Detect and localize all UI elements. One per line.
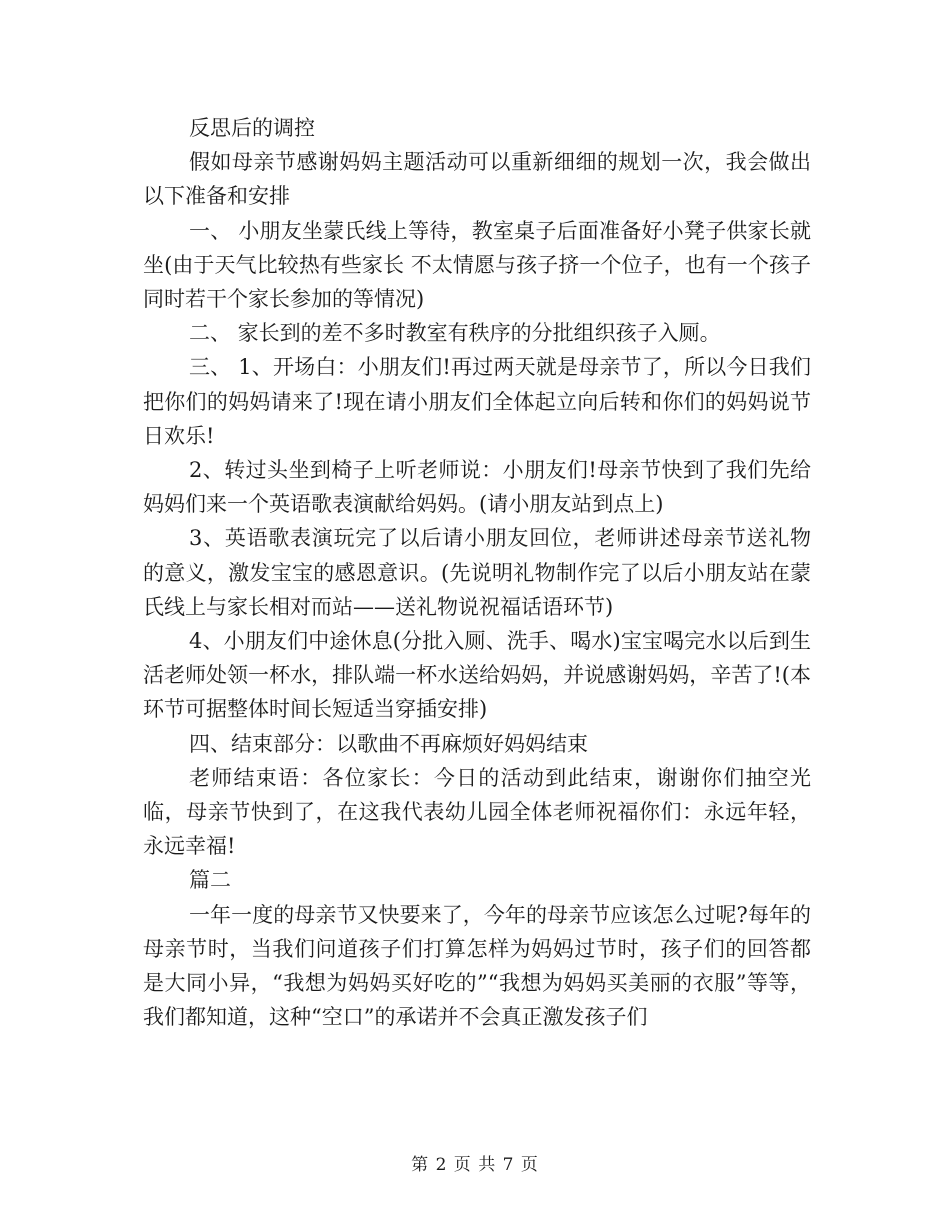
- paragraph-step-2: 二、 家长到的差不多时教室有秩序的分批组织孩子入厕。: [189, 321, 721, 346]
- paragraph-step-3-2: 2、转过头坐到椅子上听老师说：小朋友们!母亲节快到了我们先给妈妈们来一个英语歌表演献给妈妈。(请小朋友站到点上): [143, 458, 811, 517]
- paragraph-step-3-opening: 三、 1、开场白：小朋友们!再过两天就是母亲节了，所以今日我们把你们的妈妈请来了!现在请小朋友们全体起立向后转和你们的妈妈说节日欢乐!: [143, 355, 811, 448]
- paragraph-part-two-intro: 一年一度的母亲节又快要来了，今年的母亲节应该怎么过呢?每年的母亲节时，当我们问道孩子们打算怎样为妈妈过节时，孩子们的回答都是大同小异，“我想为妈妈买好吃的”“我想为妈妈买美丽的衣服”等等，我们都知道，这种“空口”的承诺并不会真正激发孩子们: [143, 902, 811, 1030]
- paragraph-step-3-4: 4、小朋友们中途休息(分批入厕、洗手、喝水)宝宝喝完水以后到生活老师处领一杯水，排队端一杯水送给妈妈，并说感谢妈妈，辛苦了!(本环节可据整体时间长短适当穿插安排): [143, 629, 811, 722]
- paragraph-step-3-3: 3、英语歌表演玩完了以后请小朋友回位，老师讲述母亲节送礼物的意义，激发宝宝的感恩意识。(先说明礼物制作完了以后小朋友站在蒙氏线上与家长相对而站——送礼物说祝福话语环节): [143, 526, 811, 619]
- paragraph-intro: 假如母亲节感谢妈妈主题活动可以重新细细的规划一次，我会做出以下准备和安排: [143, 150, 811, 209]
- paragraph-step-4: 四、结束部分：以歌曲不再麻烦好妈妈结束: [189, 731, 588, 756]
- document-body: [143, 111, 811, 1034]
- paragraph-heading-reflection: 反思后的调控: [189, 116, 315, 140]
- paragraph-closing-remarks: 老师结束语：各位家长：今日的活动到此结束，谢谢你们抽空光临，母亲节快到了，在这我代表幼儿园全体老师祝福你们：永远年轻，永远幸福!: [143, 765, 811, 859]
- paragraph-step-1: 一、 小朋友坐蒙氏线上等待，教室桌子后面准备好小凳子供家长就坐(由于天气比较热有些家长 不太情愿与孩子挤一个位子，也有一个孩子同时若干个家长参加的等情况): [143, 218, 811, 312]
- page-number-footer: 第 2 页 共 7 页: [411, 1155, 539, 1175]
- paragraph-section-heading: 篇二: [189, 868, 231, 893]
